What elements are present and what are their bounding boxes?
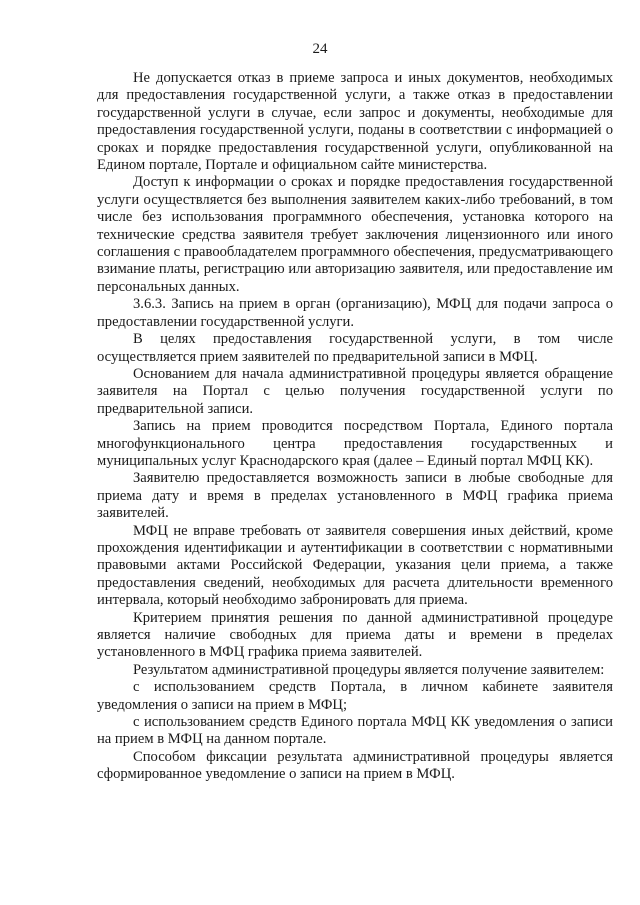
paragraph-preliminary-appointment: В целях предоставления государственной услуги, в том числе осуществляется прием заявителей по предварительной записи в МФЦ. bbox=[97, 331, 613, 365]
paragraph-free-slots: Заявителю предоставляется возможность записи в любые свободные для приема дату и время в пределах установленного в МФЦ графика приема заявителей. bbox=[97, 470, 613, 522]
paragraph-appointment-channels: Запись на прием проводится посредством Портала, Единого портала многофункционального центра предоставления государственных и муниципальных услуг Краснодарского края (далее – Единый портал МФЦ КК). bbox=[97, 418, 613, 469]
section-heading-3-6-3: 3.6.3. Запись на прием в орган (организацию), МФЦ для подачи запроса о предоставлении государственной услуги. bbox=[97, 296, 613, 330]
page-number: 24 bbox=[312, 41, 328, 57]
document-body bbox=[97, 70, 613, 784]
paragraph-procedure-basis: Основанием для начала административной процедуры является обращение заявителя на Портал с целью получения государственной услуги по предварительной записи. bbox=[97, 365, 613, 417]
paragraph-result-fixation: Способом фиксации результата административной процедуры является сформированное уведомление о записи на прием в МФЦ. bbox=[97, 748, 613, 783]
paragraph-procedure-result: Результатом административной процедуры является получение заявителем: bbox=[133, 661, 605, 678]
paragraph-mfc-restrictions: МФЦ не вправе требовать от заявителя совершения иных действий, кроме прохождения идентификации и аутентификации в соответствии с нормативными правовыми актами Российской Федерации, указания цели приема, а также предоставления сведений, необходимых для расчета длительности временного интервала, который необходимо забронировать для приема. bbox=[97, 522, 613, 609]
paragraph-information-access: Доступ к информации о сроках и порядке предоставления государственной услуги осуществляется без выполнения заявителем каких-либо требований, в том числе без использования программного обеспечения, установка которого на технические средства заявителя требует заключения лицензионного или иного соглашения с правообладателем программного обеспечения, предусматривающего взимание платы, регистрацию или авторизацию заявителя, или предоставление им персональных данных. bbox=[97, 174, 613, 295]
paragraph-refusal-prohibition: Не допускается отказ в приеме запроса и иных документов, необходимых для предоставления государственной услуги, а также отказ в предоставлении государственной услуги в случае, если запрос и документы, необходимые для предоставления государственной услуги, поданы в соответствии с информацией о сроках и порядке предоставления государственной услуги, опубликованной на Едином портале, Портале и официальном сайте министерства. bbox=[97, 70, 613, 174]
paragraph-decision-criterion: Критерием принятия решения по данной административной процедуре является наличие свободных для приема даты и времени в пределах установленного в МФЦ графика приема заявителей. bbox=[97, 609, 613, 661]
list-item-portal-notification: с использованием средств Портала, в личном кабинете заявителя уведомления о записи на прием в МФЦ; bbox=[97, 679, 613, 713]
list-item-unified-portal-notification: с использованием средств Единого портала МФЦ КК уведомления о записи на прием в МФЦ на данном портале. bbox=[97, 714, 613, 748]
